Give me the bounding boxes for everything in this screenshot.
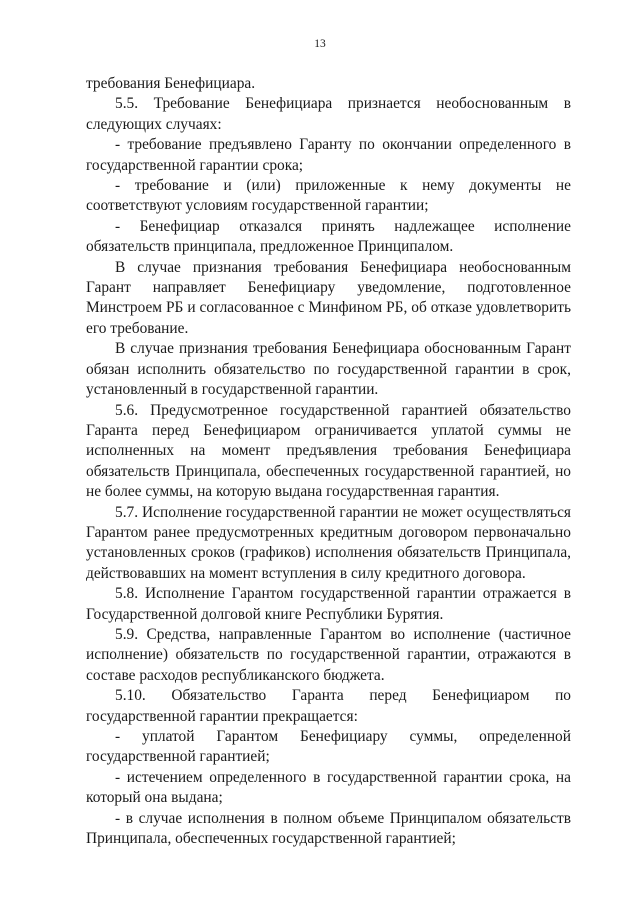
page-number: 13 <box>314 38 326 50</box>
list-item-documents-mismatch: - требование и (или) приложенные к нему документы не соответствуют условиям государственной гарантии; <box>86 177 571 215</box>
list-item-beneficiary-refused: - Бенефициар отказался принять надлежащее исполнение обязательств принципала, предложенное Принципалом. <box>86 217 571 256</box>
paragraph-clause-5-6: 5.6. Предусмотренное государственной гарантией обязательство Гаранта перед Бенефициаром ограничивается уплатой суммы не исполненных на момент предъявления требования Бенефициара обязательств Принципала, обеспеченных государственной гарантией, но не более суммы, на которую выдана государственная гарантия. <box>86 401 571 501</box>
paragraph-clause-5-9: 5.9. Средства, направленные Гарантом во исполнение (частичное исполнение) обязательств по государственной гарантии, отражаются в составе расходов республиканского бюджета. <box>86 625 571 684</box>
paragraph-clause-5-5: 5.5. Требование Бенефициара признается необоснованным в следующих случаях: <box>86 95 571 133</box>
list-item-term-expiry: - истечением определенного в государственной гарантии срока, на который она выдана; <box>86 768 571 807</box>
paragraph-clause-5-7: 5.7. Исполнение государственной гарантии не может осуществляться Гарантом ранее предусмотренных кредитным договором первоначально установленных сроков (графиков) исполнения обязательств Принципала, действовавших на момент вступления в силу кредитного договора. <box>86 503 571 582</box>
paragraph-clause-5-8: 5.8. Исполнение Гарантом государственной гарантии отражается в Государственной долговой книге Республики Бурятия. <box>86 585 571 623</box>
paragraph-continuation: требования Бенефициара. <box>86 75 256 92</box>
paragraph-clause-5-10: 5.10. Обязательство Гаранта перед Бенефициаром по государственной гарантии прекращается: <box>86 687 571 725</box>
list-item-principal-fulfilled: - в случае исполнения в полном объеме Принципалом обязательств Принципала, обеспеченных государственной гарантией; <box>86 809 571 848</box>
list-item-payment: - уплатой Гарантом Бенефициару суммы, определенной государственной гарантией; <box>86 728 571 766</box>
paragraph-unfounded-claim: В случае признания требования Бенефициара необоснованным Гарант направляет Бенефициару уведомление, подготовленное Минстроем РБ и согласованное с Минфином РБ, об отказе удовлетворить его требование. <box>86 258 571 337</box>
list-item-deadline-expired: - требование предъявлено Гаранту по окончании определенного в государственной гарантии срока; <box>86 136 571 174</box>
paragraph-founded-claim: В случае признания требования Бенефициара обоснованным Гарант обязан исполнить обязательство по государственной гарантии в срок, установленный в государственной гарантии. <box>86 340 571 399</box>
document-text <box>86 74 571 849</box>
